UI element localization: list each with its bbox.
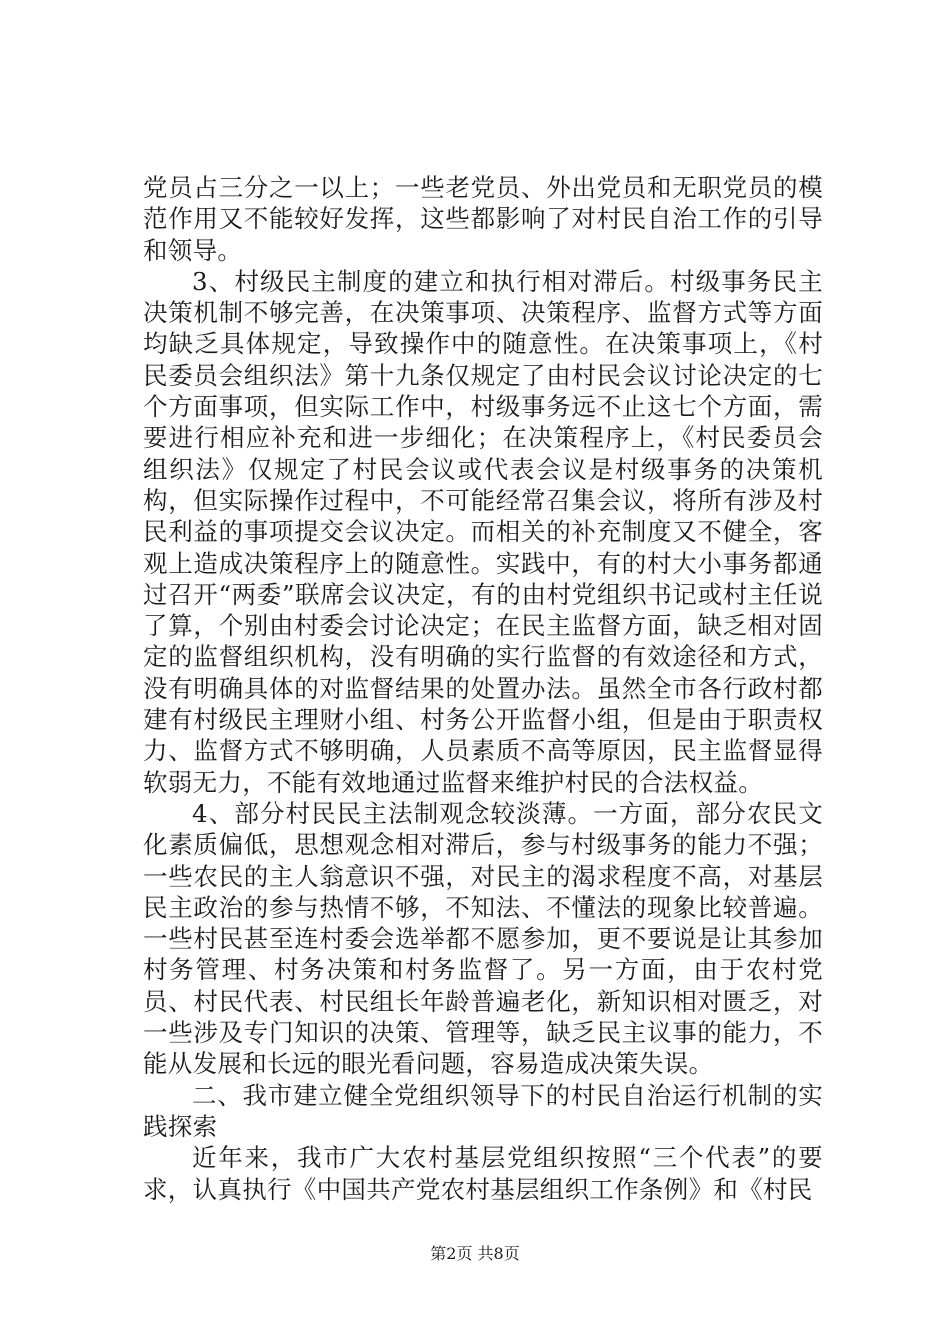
paragraph-section-4: 4、部分村民民主法制观念较淡薄。一方面，部分农民文化素质偏低，思想观念相对滞后，参与村级事务的能力不强；一些农民的主人翁意识不强，对民主的渴求程度不高，对基层民主政治的参与热情不够，不知法、不懂法的现象比较普遍。一些村民甚至连村委会选举都不愿参加，更不要说是让其参加村务管理、村务决策和村务监督了。另一方面，由于农村党员、村民代表、村民组长年龄普遍老化，新知识相对匮乏，对一些涉及专门知识的决策、管理等，缺乏民主议事的能力，不能从发展和长远的眼光看问题，容易造成决策失误。 bbox=[143, 798, 823, 1079]
section-heading-2: 二、我市建立健全党组织领导下的村民自治运行机制的实践探索 bbox=[143, 1080, 823, 1141]
paragraph-recent-years: 近年来，我市广大农村基层党组织按照“三个代表”的要求，认真执行《中国共产党农村基层组织工作条例》和《村民 bbox=[143, 1143, 823, 1204]
page-footer: 第2页 共8页 bbox=[430, 1244, 520, 1263]
document-body bbox=[143, 172, 823, 1205]
paragraph-section-3: 3、村级民主制度的建立和执行相对滞后。村级事务民主决策机制不够完善，在决策事项、决策程序、监督方式等方面均缺乏具体规定，导致操作中的随意性。在决策事项上，《村民委员会组织法》第十九条仅规定了由村民会议讨论决定的七个方面事项，但实际工作中，村级事务远不止这七个方面，需要进行相应补充和进一步细化；在决策程序上，《村民委员会组织法》仅规定了村民会议或代表会议是村级事务的决策机构，但实际操作过程中，不可能经常召集会议，将所有涉及村民利益的事项提交会议决定。而相关的补充制度又不健全，客观上造成决策程序上的随意性。实践中，有的村大小事务都通过召开“两委”联席会议决定，有的由村党组织书记或村主任说了算，个别由村委会讨论决定；在民主监督方面，缺乏相对固定的监督组织机构，没有明确的实行监督的有效途径和方式，没有明确具体的对监督结果的处置办法。虽然全市各行政村都建有村级民主理财小组、村务公开监督小组，但是由于职责权力、监督方式不够明确，人员素质不高等原因，民主监督显得软弱无力，不能有效地通过监督来维护村民的合法权益。 bbox=[143, 266, 823, 797]
paragraph-continuation: 党员占三分之一以上；一些老党员、外出党员和无职党员的模范作用又不能较好发挥，这些都影响了对村民自治工作的引导和领导。 bbox=[143, 173, 823, 265]
